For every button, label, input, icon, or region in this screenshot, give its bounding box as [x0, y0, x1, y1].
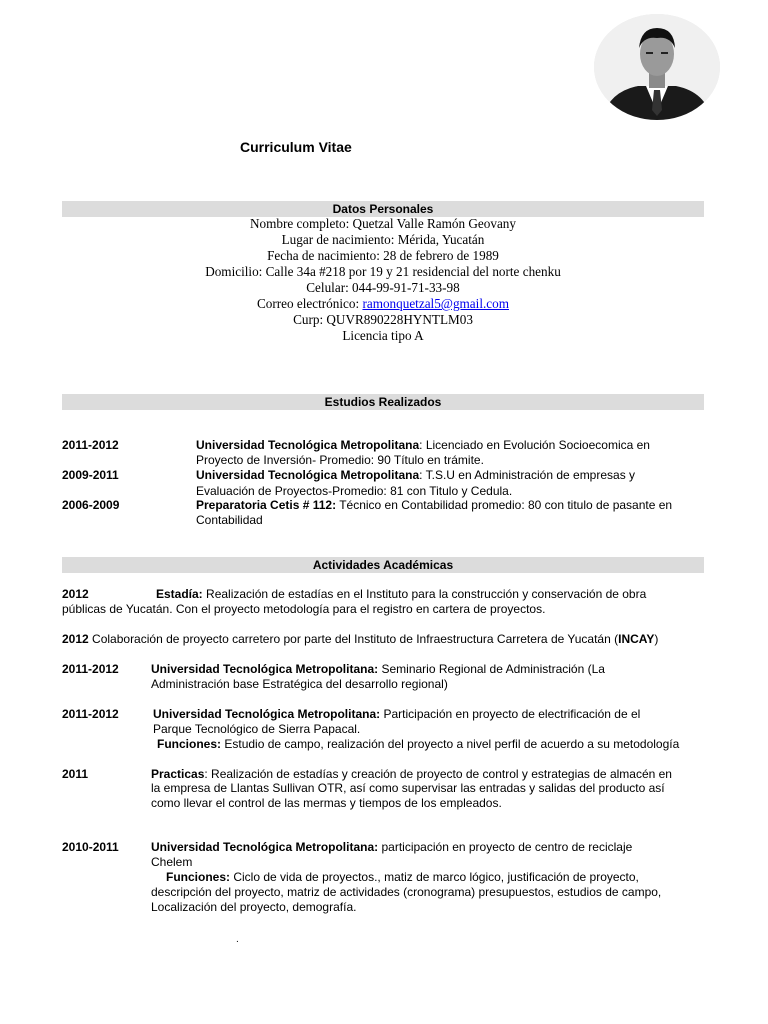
study-detail-2: Evaluación de Proyectos-Promedio: 81 con Titulo y Cedula.	[196, 484, 513, 498]
functions-text: Ciclo de vida de proyectos., matiz de marco lógico, justificación de proyecto,	[230, 870, 639, 884]
school-name: Universidad Tecnológica Metropolitana	[196, 468, 420, 482]
activity-line	[153, 707, 640, 722]
activity-text: participación en proyecto de centro de reciclaje	[378, 840, 633, 854]
activity-text: Seminario Regional de Administración (La	[378, 662, 605, 676]
phone: Celular: 044-99-91-71-33-98	[306, 280, 460, 295]
activity-year: 2012	[62, 632, 89, 646]
activity-text-4: Localización del proyecto, demografía.	[151, 900, 357, 914]
activity-label: Estadía:	[156, 587, 203, 601]
school-name: Universidad Tecnológica Metropolitana:	[153, 707, 381, 721]
activity-text: : Realización de estadías y creación de proyecto de control y estrategias de almacén en	[204, 767, 672, 781]
activity-functions	[166, 870, 639, 885]
activity-line	[62, 632, 658, 647]
activity-text-3: descripción del proyecto, matriz de actividades (cronograma) presupuestos, estudios de campo,	[151, 885, 662, 899]
study-detail: T.S.U en Administración de empresas y	[425, 468, 636, 482]
address: Domicilio: Calle 34a #218 por 19 y 21 residencial del norte chenku	[205, 264, 561, 279]
activity-year: 2011-2012	[62, 662, 119, 676]
study-line	[196, 438, 650, 453]
separator: :	[419, 468, 426, 482]
activity-text: Participación en proyecto de electrificación de el	[380, 707, 641, 721]
license: Licencia tipo A	[342, 328, 424, 343]
school-name: Universidad Tecnológica Metropolitana:	[151, 840, 379, 854]
activity-label: Practicas	[151, 767, 205, 781]
email-row	[62, 296, 704, 312]
study-detail-2: Contabilidad	[196, 513, 263, 527]
activity-line	[156, 587, 646, 602]
full-name: Nombre completo: Quetzal Valle Ramón Geovany	[250, 216, 516, 231]
profile-photo	[594, 14, 720, 120]
curp: Curp: QUVR890228HYNTLM03	[293, 312, 473, 327]
study-years: 2009-2011	[62, 468, 119, 482]
footer-mark: .	[236, 934, 239, 945]
activity-text-2: Chelem	[151, 855, 193, 869]
separator: :	[419, 438, 426, 452]
paren: )	[654, 632, 659, 646]
school-name: Universidad Tecnológica Metropolitana:	[151, 662, 379, 676]
birthdate: Fecha de nacimiento: 28 de febrero de 1989	[267, 248, 499, 263]
activity-year: 2012	[62, 587, 89, 601]
activity-text: Colaboración de proyecto carretero por parte del Instituto de Infraestructura Carretera de Yucatán (	[88, 632, 619, 646]
study-years: 2006-2009	[62, 498, 120, 512]
activity-text-2: Parque Tecnológico de Sierra Papacal.	[153, 722, 361, 736]
functions-label: Funciones:	[157, 737, 222, 751]
activity-year: 2011-2012	[62, 707, 119, 721]
email-link[interactable]: ramonquetzal5@gmail.com	[362, 296, 509, 311]
study-years: 2011-2012	[62, 438, 119, 452]
study-detail-2: Proyecto de Inversión- Promedio: 90 Título en trámite.	[196, 453, 484, 467]
study-detail: Licenciado en Evolución Socioecomica en	[425, 438, 650, 452]
activity-text: Realización de estadías en el Instituto para la construcción y conservación de obra	[202, 587, 647, 601]
activity-year: 2011	[62, 767, 89, 781]
activity-functions	[157, 737, 679, 752]
study-line	[196, 468, 635, 483]
section-heading-activities: Actividades Académicas	[62, 557, 704, 573]
functions-label: Funciones:	[166, 870, 231, 884]
functions-text: Estudio de campo, realización del proyecto a nivel perfil de acuerdo a su metodología	[221, 737, 680, 751]
personal-info	[62, 216, 704, 344]
activity-year: 2010-2011	[62, 840, 119, 854]
activity-line	[151, 767, 672, 782]
activity-text-3: como llevar el control de las mermas y tiempos de los empleados.	[151, 796, 502, 810]
page-title: Curriculum Vitae	[240, 139, 352, 155]
section-heading-studies: Estudios Realizados	[62, 394, 704, 410]
school-name: Preparatoria Cetis # 112:	[196, 498, 337, 512]
birthplace: Lugar de nacimiento: Mérida, Yucatán	[281, 232, 485, 247]
activity-line	[151, 840, 632, 855]
study-line	[196, 498, 672, 513]
study-detail: Técnico en Contabilidad promedio: 80 con titulo de pasante en	[339, 498, 673, 512]
section-heading-personal: Datos Personales	[62, 201, 704, 217]
activity-text-2: Administración base Estratégica del desarrollo regional)	[151, 677, 448, 691]
activity-org: INCAY	[618, 632, 655, 646]
school-name: Universidad Tecnológica Metropolitana	[196, 438, 420, 452]
portrait-photo-icon	[594, 14, 720, 120]
activity-line	[151, 662, 605, 677]
activity-text-2: públicas de Yucatán. Con el proyecto metodología para el registro en cartera de proyectos.	[62, 602, 546, 616]
email-label: Correo electrónico:	[256, 296, 363, 311]
activity-text-2: la empresa de Llantas Sullivan OTR, así como supervisar las entradas y salidas del producto así	[151, 781, 665, 795]
